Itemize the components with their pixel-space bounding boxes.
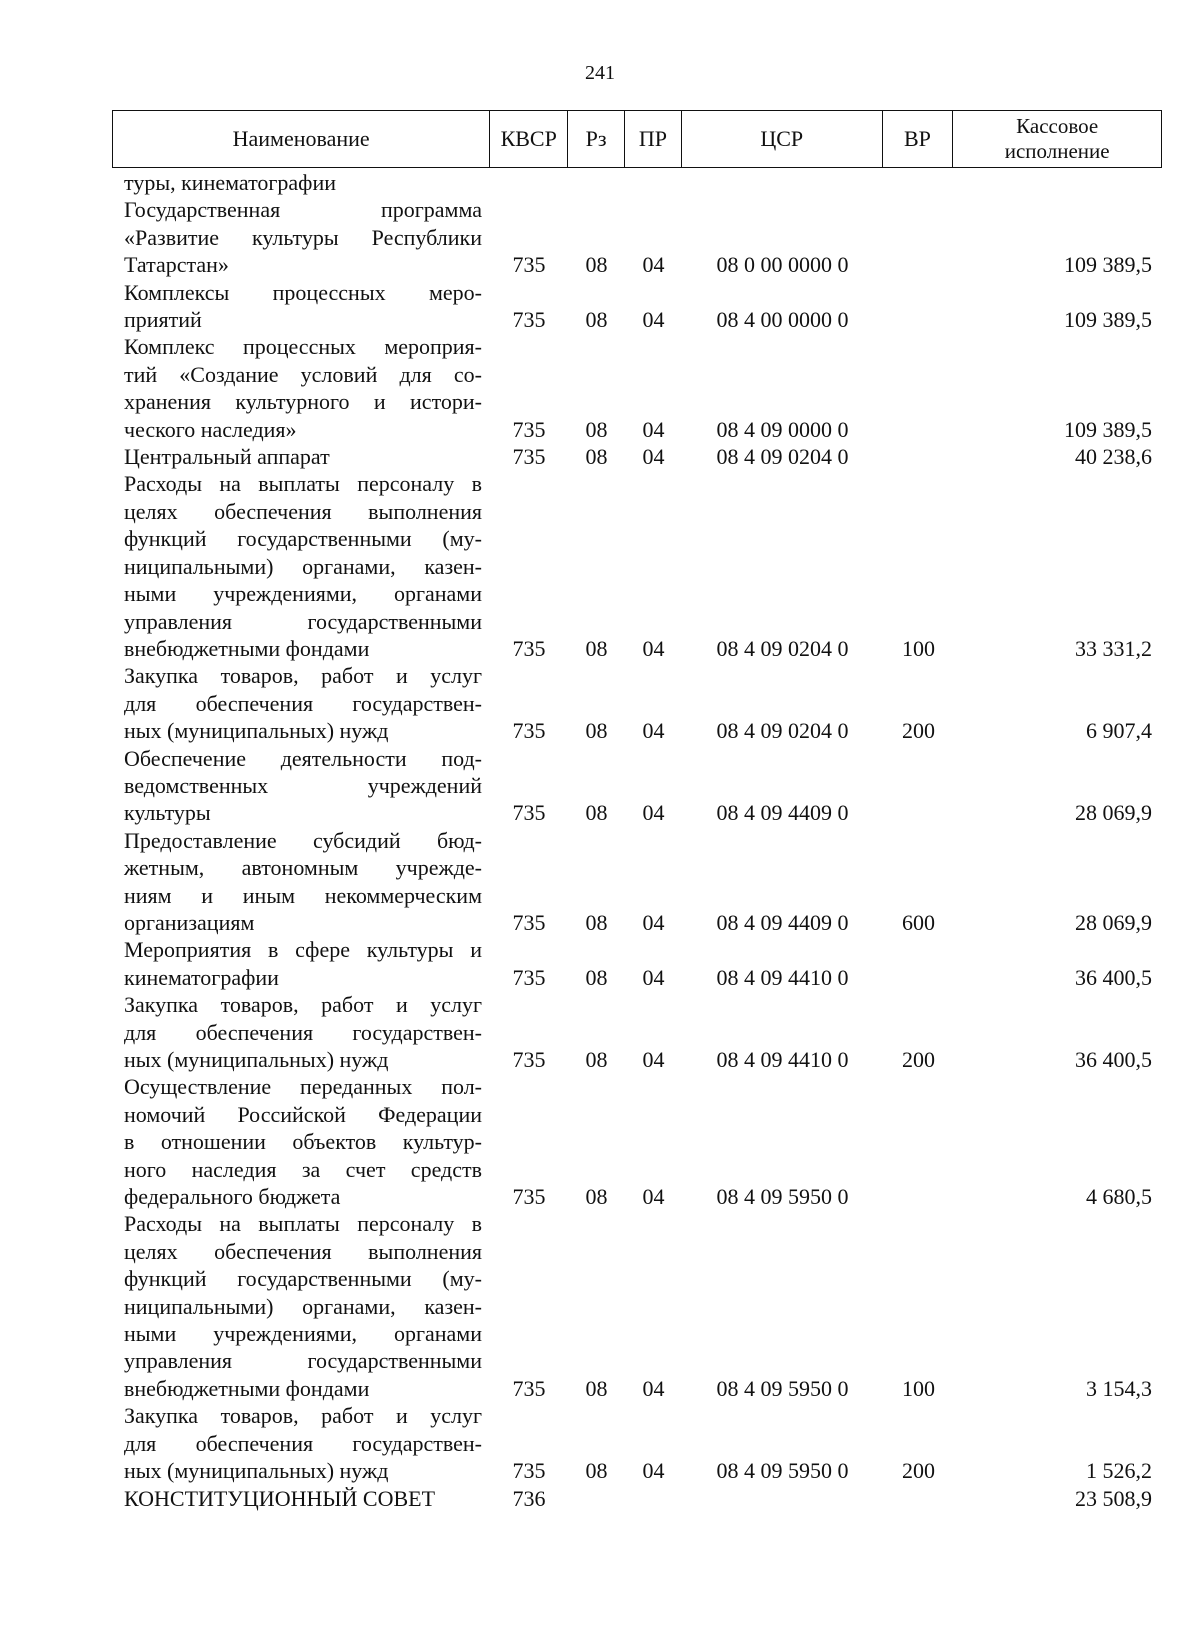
row-name-line: в отношении объектов культур-	[124, 1129, 482, 1155]
row-rz: 08	[585, 964, 608, 990]
row-name	[112, 662, 490, 744]
row-pr: 04	[642, 800, 665, 826]
row-rz: 08	[585, 307, 608, 333]
row-name-line: Государственная программа	[124, 197, 482, 223]
row-name-line: функций государственными (му-	[124, 1266, 482, 1292]
table-row	[112, 1073, 1162, 1210]
row-name-line: Центральный аппарат	[124, 444, 330, 470]
row-rz: 08	[585, 718, 608, 744]
table-row	[112, 443, 1162, 470]
row-vr: 600	[902, 909, 935, 935]
row-csr: 08 4 09 5950 0	[716, 1184, 849, 1210]
row-kvsr: 735	[512, 909, 546, 935]
row-name-line: Татарстан»	[124, 252, 229, 278]
row-name-line: ниям и иным некоммерческим	[124, 882, 482, 908]
row-name-line: внебюджетными фондами	[124, 635, 370, 661]
page-number: 241	[585, 62, 615, 84]
row-name-line: ных (муниципальных) нужд	[124, 1047, 389, 1072]
row-name-line: приятий	[124, 307, 202, 333]
row-pr: 04	[642, 1458, 665, 1484]
table-body	[112, 169, 1162, 1512]
row-vr: 100	[902, 1375, 935, 1401]
row-sum: 4 680,5	[1086, 1184, 1152, 1210]
row-sum: 33 331,2	[1075, 635, 1152, 661]
row-name-line: Закупка товаров, работ и услуг	[124, 663, 482, 689]
row-name-line: для обеспечения государствен-	[124, 690, 482, 716]
row-name	[112, 936, 490, 991]
row-pr: 04	[642, 252, 665, 278]
row-name-line: кинематографии	[124, 964, 279, 990]
row-csr: 08 4 09 0204 0	[716, 635, 849, 661]
row-name-line: ными учреждениями, органами	[124, 581, 482, 607]
row-rz: 08	[585, 1375, 608, 1401]
header-sum	[953, 111, 1161, 167]
table-row	[112, 936, 1162, 991]
row-kvsr: 735	[512, 444, 546, 470]
row-csr: 08 4 09 4409 0	[716, 909, 849, 935]
row-name-line: Осуществление переданных пол-	[124, 1074, 482, 1100]
row-name	[112, 991, 490, 1073]
header-pr: ПР	[625, 111, 682, 167]
row-name-line: тий «Создание условий для со-	[124, 361, 482, 387]
header-sum-line2: исполнение	[1004, 139, 1110, 163]
row-kvsr: 735	[512, 1458, 546, 1484]
row-name-line: Закупка товаров, работ и услуг	[124, 992, 482, 1018]
row-name-line: федерального бюджета	[124, 1184, 341, 1210]
row-name-line: «Развитие культуры Республики	[124, 224, 482, 250]
header-csr: ЦСР	[682, 111, 883, 167]
row-name-line: целях обеспечения выполнения	[124, 498, 482, 524]
row-name-line: ного наследия за счет средств	[124, 1156, 482, 1182]
row-kvsr: 735	[512, 252, 546, 278]
row-name-line: организациям	[124, 909, 255, 935]
row-sum: 36 400,5	[1075, 964, 1152, 990]
row-name-line: КОНСТИТУЦИОННЫЙ СОВЕТ	[124, 1485, 436, 1511]
row-kvsr: 736	[512, 1485, 546, 1511]
table-row	[112, 1210, 1162, 1402]
row-csr: 08 4 09 4410 0	[716, 964, 849, 990]
row-rz: 08	[585, 1458, 608, 1484]
row-name-line: для обеспечения государствен-	[124, 1430, 482, 1456]
row-sum: 109 389,5	[1064, 252, 1152, 278]
header-name: Наименование	[113, 111, 490, 167]
row-csr: 08 4 09 0000 0	[716, 416, 849, 442]
row-pr: 04	[642, 635, 665, 661]
row-name-line: управления государственными	[124, 608, 482, 634]
row-name-line: Мероприятия в сфере культуры и	[124, 937, 482, 963]
table-row	[112, 1485, 1162, 1512]
row-sum: 28 069,9	[1075, 909, 1152, 935]
row-name	[112, 1210, 490, 1402]
row-name-line: ведомственных учреждений	[124, 772, 482, 798]
row-rz: 08	[585, 252, 608, 278]
row-vr: 200	[902, 1458, 935, 1484]
row-sum: 23 508,9	[1075, 1485, 1152, 1511]
row-csr: 08 4 09 4409 0	[716, 800, 849, 826]
row-name-line: внебюджетными фондами	[124, 1375, 370, 1401]
row-name-line: ческого наследия»	[124, 416, 297, 442]
row-kvsr: 735	[512, 718, 546, 744]
row-pr: 04	[642, 718, 665, 744]
table-row	[112, 991, 1162, 1073]
row-pr: 04	[642, 1184, 665, 1210]
row-sum: 40 238,6	[1075, 444, 1152, 470]
row-name-line: номочий Российской Федерации	[124, 1101, 482, 1127]
row-name-line: управления государственными	[124, 1348, 482, 1374]
row-name	[112, 745, 490, 827]
row-name	[112, 1402, 490, 1484]
row-csr: 08 4 00 0000 0	[716, 307, 849, 333]
table-row	[112, 333, 1162, 443]
row-name	[112, 470, 490, 662]
row-name	[112, 333, 490, 443]
table-row	[112, 827, 1162, 937]
header-kvsr: КВСР	[490, 111, 568, 167]
table-row	[112, 1402, 1162, 1484]
row-kvsr: 735	[512, 1375, 546, 1401]
row-sum: 3 154,3	[1086, 1375, 1152, 1401]
row-name-line: жетным, автономным учрежде-	[124, 855, 482, 881]
table-header	[112, 110, 1162, 168]
row-rz: 08	[585, 416, 608, 442]
row-pr: 04	[642, 1047, 665, 1072]
row-sum: 36 400,5	[1075, 1047, 1152, 1072]
row-name-line: Обеспечение деятельности под-	[124, 745, 482, 771]
row-name-line: ных (муниципальных) нужд	[124, 1458, 389, 1484]
row-name-line: для обеспечения государствен-	[124, 1019, 482, 1045]
row-name	[112, 443, 490, 470]
row-name-line: ниципальными) органами, казен-	[124, 1293, 482, 1319]
row-name-line: целях обеспечения выполнения	[124, 1238, 482, 1264]
row-kvsr: 735	[512, 416, 546, 442]
row-rz: 08	[585, 1184, 608, 1210]
row-vr: 200	[902, 718, 935, 744]
header-rz: Рз	[568, 111, 625, 167]
row-csr: 08 4 09 4410 0	[716, 1047, 849, 1072]
row-name-line: Предоставление субсидий бюд-	[124, 827, 482, 853]
row-pr: 04	[642, 964, 665, 990]
row-name	[112, 169, 490, 196]
row-name-line: культуры	[124, 800, 211, 826]
row-name-line: Комплекс процессных мероприя-	[124, 334, 482, 360]
row-name-line: Закупка товаров, работ и услуг	[124, 1403, 482, 1429]
row-name-line: хранения культурного и истори-	[124, 389, 482, 415]
table-row	[112, 196, 1162, 278]
row-sum: 1 526,2	[1086, 1458, 1152, 1484]
row-sum: 28 069,9	[1075, 800, 1152, 826]
row-name-line: ных (муниципальных) нужд	[124, 718, 389, 744]
row-kvsr: 735	[512, 1047, 546, 1072]
table-row	[112, 169, 1162, 196]
row-vr: 200	[902, 1047, 935, 1072]
row-pr: 04	[642, 416, 665, 442]
row-sum: 109 389,5	[1064, 307, 1152, 333]
header-vr: ВР	[883, 111, 954, 167]
row-csr: 08 4 09 5950 0	[716, 1375, 849, 1401]
table-row	[112, 662, 1162, 744]
row-sum: 109 389,5	[1064, 416, 1152, 442]
row-csr: 08 4 09 5950 0	[716, 1458, 849, 1484]
row-name	[112, 827, 490, 937]
row-csr: 08 4 09 0204 0	[716, 444, 849, 470]
table-row	[112, 745, 1162, 827]
row-csr: 08 4 09 0204 0	[716, 718, 849, 744]
row-name-line: ными учреждениями, органами	[124, 1321, 482, 1347]
row-name	[112, 279, 490, 334]
row-kvsr: 735	[512, 964, 546, 990]
row-kvsr: 735	[512, 307, 546, 333]
row-rz: 08	[585, 1047, 608, 1072]
header-sum-line1: Кассовое	[1016, 113, 1099, 138]
row-name-line: Расходы на выплаты персоналу в	[124, 471, 482, 497]
row-rz: 08	[585, 800, 608, 826]
row-sum: 6 907,4	[1086, 718, 1152, 744]
row-name-line: функций государственными (му-	[124, 526, 482, 552]
row-kvsr: 735	[512, 1184, 546, 1210]
row-name	[112, 196, 490, 278]
table-row	[112, 470, 1162, 662]
row-kvsr: 735	[512, 800, 546, 826]
row-rz: 08	[585, 444, 608, 470]
row-pr: 04	[642, 909, 665, 935]
row-name-line: Комплексы процессных меро-	[124, 279, 482, 305]
row-pr: 04	[642, 1375, 665, 1401]
row-pr: 04	[642, 307, 665, 333]
row-rz: 08	[585, 909, 608, 935]
table-row	[112, 279, 1162, 334]
row-pr: 04	[642, 444, 665, 470]
row-csr: 08 0 00 0000 0	[716, 252, 849, 278]
row-rz: 08	[585, 635, 608, 661]
row-name-line: ниципальными) органами, казен-	[124, 553, 482, 579]
row-name-line: Расходы на выплаты персоналу в	[124, 1211, 482, 1237]
row-kvsr: 735	[512, 635, 546, 661]
row-name	[112, 1073, 490, 1210]
row-name	[112, 1485, 490, 1512]
row-name-line: туры, кинематографии	[124, 170, 336, 195]
row-vr: 100	[902, 635, 935, 661]
